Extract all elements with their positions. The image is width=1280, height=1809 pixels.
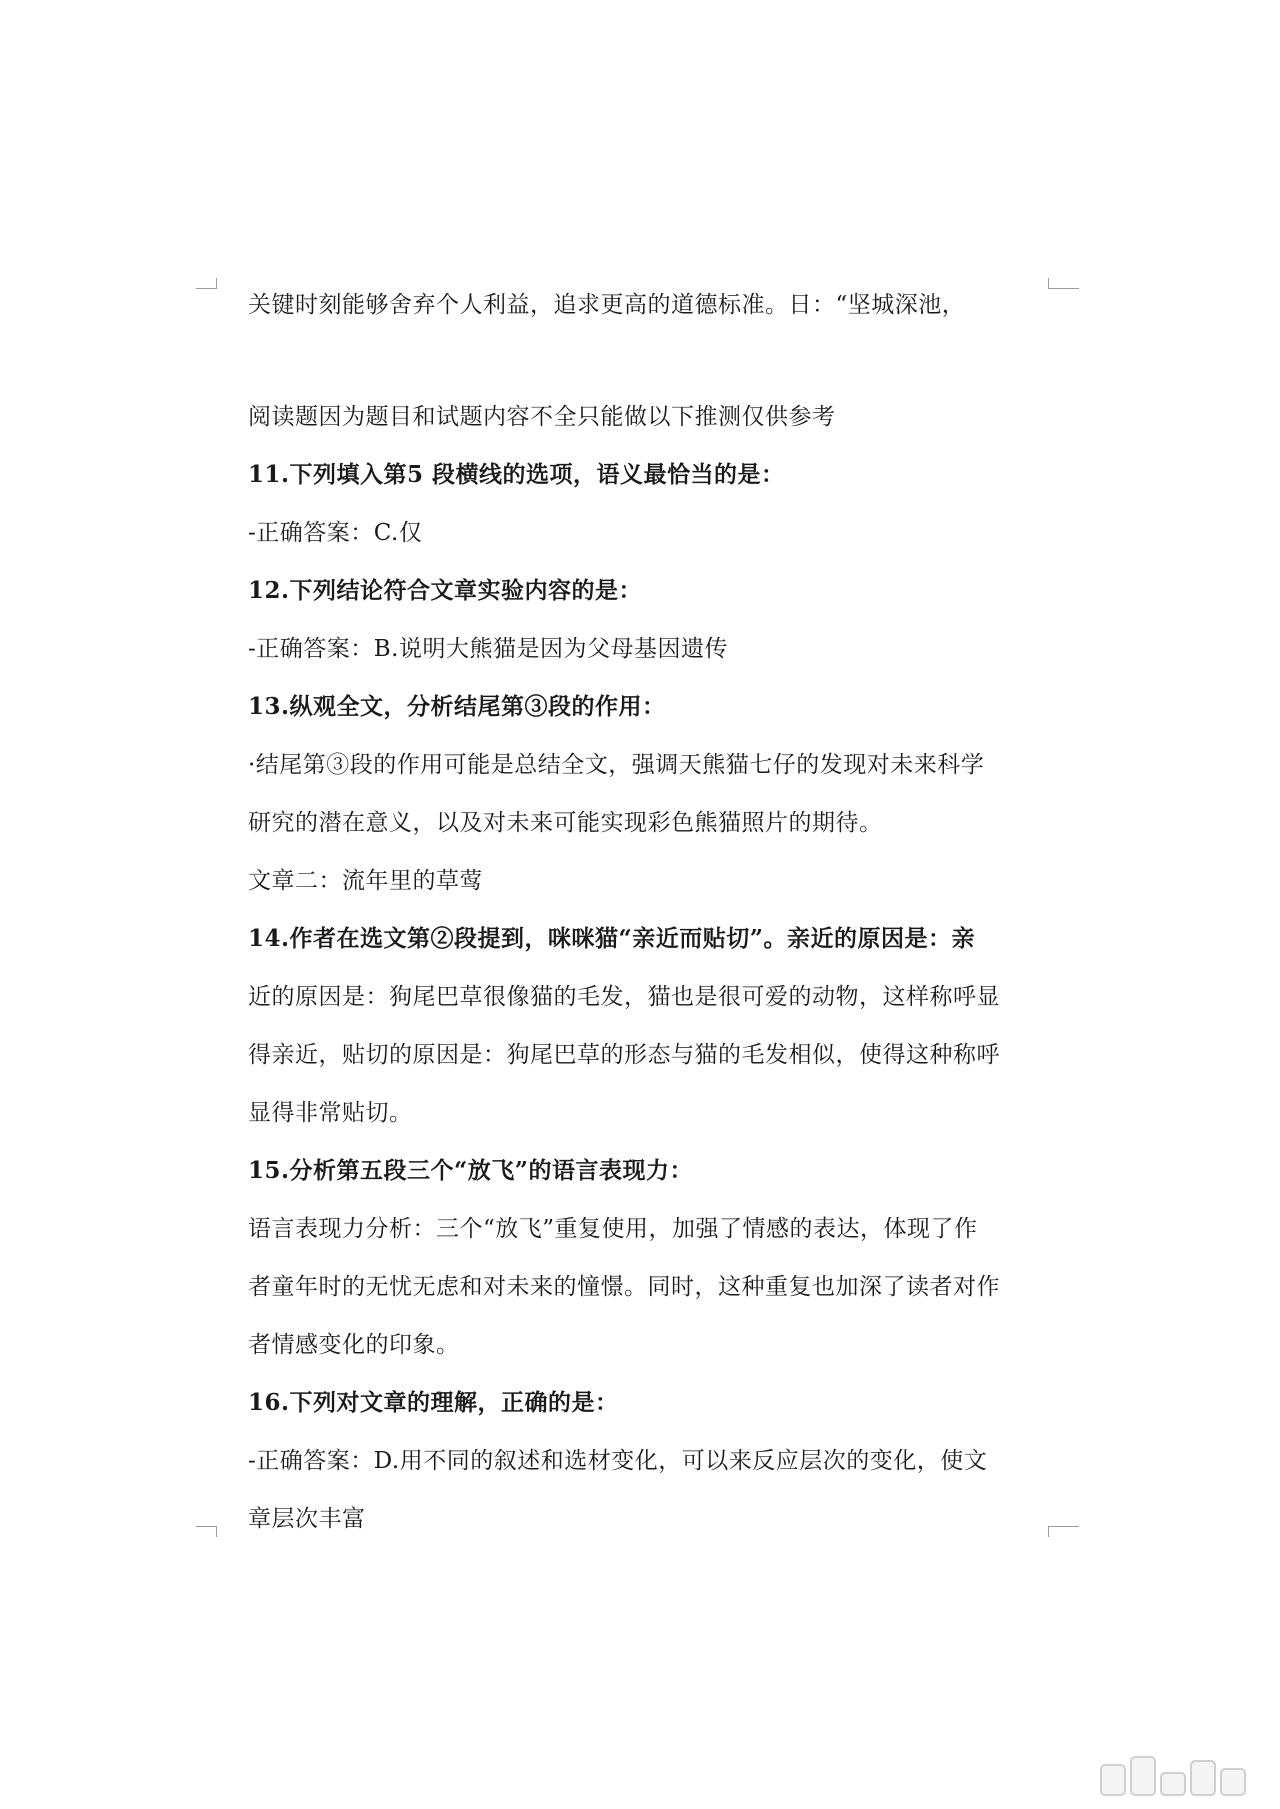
watermark-bars-icon	[1100, 1760, 1270, 1796]
answer-13-line-1: ·结尾第③段的作用可能是总结全文，强调天熊猫七仔的发现对未来科学	[248, 752, 985, 778]
question-11: 11.下列填入第5 段横线的选项，语义最恰当的是：	[248, 461, 785, 488]
answer-11: -正确答案：C.仅	[248, 520, 423, 546]
margin-mark-top-left	[196, 278, 217, 289]
answer-13-line-2: 研究的潜在意义，以及对未来可能实现彩色熊猫照片的期待。	[248, 810, 883, 836]
question-15: 15.分析第五段三个“放飞”的语言表现力：	[248, 1157, 693, 1184]
reading-note: 阅读题因为题目和试题内容不全只能做以下推测仅供参考	[248, 404, 836, 430]
answer-14-line-3: 显得非常贴切。	[248, 1100, 413, 1126]
answer-12: -正确答案：B.说明大熊猫是因为父母基因遗传	[248, 636, 728, 662]
answer-15-line-1: 语言表现力分析：三个“放飞”重复使用，加强了情感的表达，体现了作	[248, 1216, 978, 1242]
answer-16-line-1: -正确答案：D.用不同的叙述和选材变化，可以来反应层次的变化，使文	[248, 1448, 988, 1474]
question-14: 14.作者在选文第②段提到，咪咪猫“亲近而贴切”。亲近的原因是：亲	[248, 925, 975, 952]
question-12: 12.下列结论符合文章实验内容的是：	[248, 577, 643, 604]
margin-mark-bottom-left	[196, 1526, 217, 1537]
question-16: 16.下列对文章的理解，正确的是：	[248, 1389, 619, 1416]
question-13: 13.纵观全文，分析结尾第③段的作用：	[248, 693, 666, 720]
answer-14-line-2: 得亲近，贴切的原因是：狗尾巴草的形态与猫的毛发相似，使得这种称呼	[248, 1042, 1000, 1068]
margin-mark-bottom-right	[1048, 1526, 1079, 1537]
answer-14-line-1: 近的原因是：狗尾巴草很像猫的毛发，猫也是很可爱的动物，这样称呼显	[248, 984, 1000, 1010]
margin-mark-top-right	[1048, 278, 1079, 289]
answer-16-line-2: 章层次丰富	[248, 1506, 366, 1532]
answer-15-line-3: 者情感变化的印象。	[248, 1332, 460, 1358]
text-line: 关键时刻能够舍弃个人利益，追求更高的道德标准。日：“坚城深池，	[248, 292, 966, 318]
article-two-heading: 文章二：流年里的草莺	[248, 868, 483, 894]
answer-15-line-2: 者童年时的无忧无虑和对未来的憧憬。同时，这种重复也加深了读者对作	[248, 1274, 1000, 1300]
